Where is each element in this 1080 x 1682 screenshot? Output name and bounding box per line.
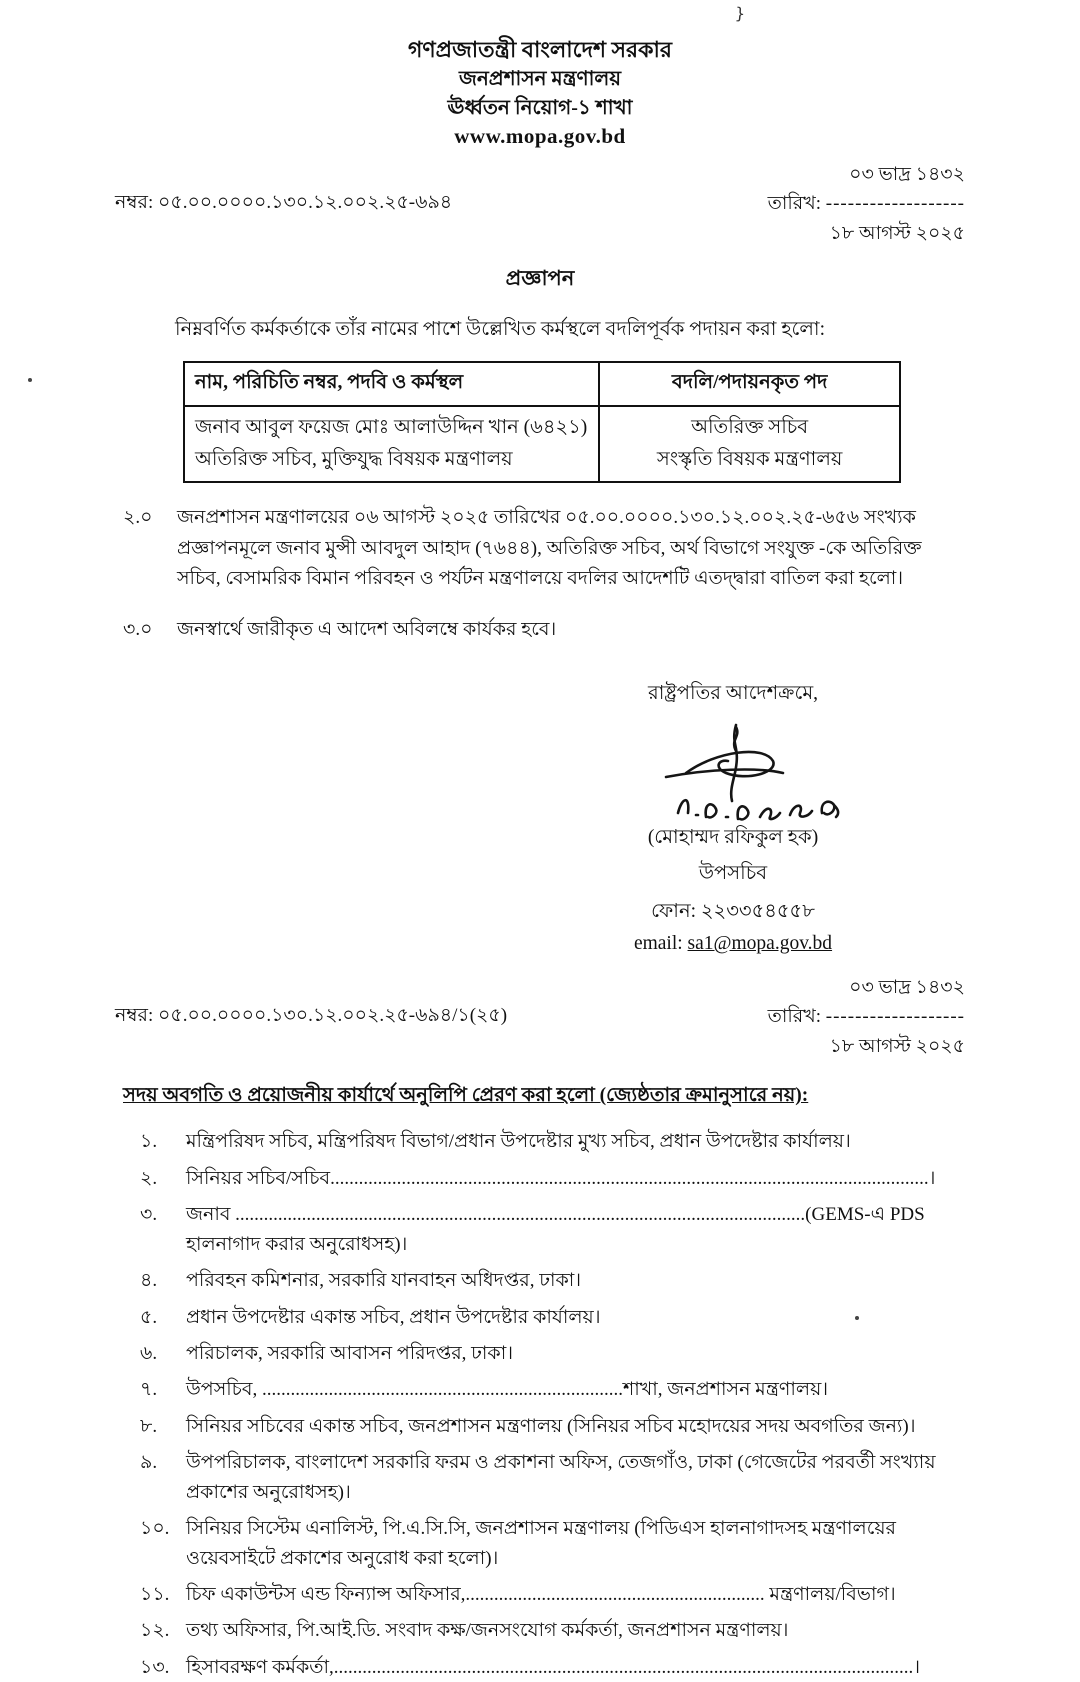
memo-number-label: নম্বর:	[115, 191, 154, 213]
list-item	[140, 1412, 965, 1441]
government-title: গণপ্রজাতন্ত্রী বাংলাদেশ সরকার	[407, 37, 673, 62]
date-column-1	[765, 160, 965, 248]
item-number: ১২.	[140, 1620, 170, 1642]
phone-number: ২২৩৩৫৪৫৫৮	[700, 901, 815, 923]
signatory-designation: উপসচিব	[698, 863, 768, 885]
date-label: তারিখ:	[767, 1006, 822, 1028]
scan-speck	[28, 378, 32, 382]
item-number: ২.	[140, 1167, 158, 1189]
list-item	[140, 1375, 965, 1404]
item-text: মন্ত্রিপরিষদ সচিব, মন্ত্রিপরিষদ বিভাগ/প্রধান উপদেষ্টার মুখ্য সচিব, প্রধান উপদেষ্টার কার্যালয়।	[186, 1131, 851, 1153]
list-item	[140, 1200, 965, 1259]
item-text: সিনিয়র সিস্টেম এনালিস্ট, পি.এ.সি.সি, জনপ্রশাসন মন্ত্রণালয় (পিডিএস হালনাগাদসহ মন্ত্রণালয়ের ওয়েবসাইটে প্রকাশের অনুরোধ করা হলো)।	[186, 1518, 896, 1569]
notification-title: প্রজ্ঞাপন	[505, 266, 575, 291]
item-text: চিফ একাউন্টস এন্ড ফিন্যান্স অফিসার,............................................................... মন্ত্রণালয়/বিভাগ।	[186, 1584, 896, 1606]
officer-current-post: অতিরিক্ত সচিব, মুক্তিযুদ্ধ বিষয়ক মন্ত্রণালয়	[195, 449, 513, 471]
email-label: email:	[633, 933, 683, 955]
signatory-email	[563, 933, 903, 955]
item-number: ৩.	[140, 1204, 158, 1226]
item-text: সিনিয়র সচিবের একান্ত সচিব, জনপ্রশাসন মন্ত্রণালয় (সিনিয়র সচিব মহোদয়ের সদয় অবগতির জন্য)।	[186, 1415, 916, 1437]
list-item	[140, 1127, 965, 1156]
paragraph-number: ২.০	[123, 507, 153, 529]
signature-block	[563, 679, 903, 955]
item-text: উপপরিচালক, বাংলাদেশ সরকারি ফরম ও প্রকাশনা অফিস, তেজগাঁও, ঢাকা (গেজেটের পরবর্তী সংখ্যায় প্রকাশের অনুরোধসহ)।	[186, 1452, 936, 1503]
distribution-heading: সদয় অবগতি ও প্রয়োজনীয় কার্যার্থে অনুলিপি প্রেরণ করা হলো (জ্যেষ্ঠতার ক্রমানুসারে নয়):	[123, 1085, 809, 1107]
paragraph-number: ৩.০	[123, 618, 153, 640]
item-number: ৯.	[140, 1452, 158, 1474]
item-number: ৮.	[140, 1415, 158, 1437]
distribution-list	[115, 1127, 965, 1682]
item-text: জনাব ........................................................................................................................(GEMS-এ PDS হালনাগাদ করার অনুরোধসহ)।	[186, 1204, 925, 1255]
paragraph-text: জনস্বার্থে জারীকৃত এ আদেশ অবিলম্বে কার্যকর হবে।	[177, 618, 557, 640]
list-item	[140, 1580, 965, 1609]
date-dashes: -------------------	[825, 193, 965, 215]
ministry-name: জনপ্রশাসন মন্ত্রণালয়	[458, 68, 622, 91]
date-column-2	[765, 973, 965, 1061]
table-row	[184, 406, 900, 482]
memo-number-1	[115, 188, 452, 220]
item-number: ১০.	[140, 1518, 170, 1540]
officer-name: জনাব আবুল ফয়েজ মোঃ আলাউদ্দিন খান (৬৪২১)	[195, 417, 588, 439]
item-text: সিনিয়র সচিব/সচিব..............................................................................................................................।	[186, 1167, 936, 1189]
signatory-phone	[563, 897, 903, 929]
list-item	[140, 1448, 965, 1507]
item-number: ১.	[140, 1131, 158, 1153]
officer-name-cell	[184, 406, 599, 482]
item-number: ৫.	[140, 1306, 158, 1328]
section-name: ঊর্ধ্বতন নিয়োগ-১ শাখা	[447, 96, 633, 119]
item-number: ৬.	[140, 1342, 158, 1364]
date-line	[765, 1002, 965, 1031]
new-post-ministry: সংস্কৃতি বিষয়ক মন্ত্রণালয়	[656, 449, 843, 471]
memo-number-label: নম্বর:	[115, 1005, 154, 1027]
signature-image	[608, 721, 858, 829]
memo-number-2	[115, 1001, 507, 1033]
intro-paragraph: নিম্নবর্ণিত কর্মকর্তাকে তাঁর নামের পাশে উল্লেখিত কর্মস্থলে বদলিপূর্বক পদায়ন করা হলো:	[175, 319, 825, 341]
website-url: www.mopa.gov.bd	[454, 124, 626, 149]
item-text: পরিবহন কমিশনার, সরকারি যানবাহন অধিদপ্তর, ঢাকা।	[186, 1270, 582, 1292]
reference-block-2	[115, 973, 965, 1061]
phone-label: ফোন:	[651, 901, 696, 923]
bengali-calendar-date: ০৩ ভাদ্র ১৪৩২	[849, 977, 965, 999]
item-text: প্রধান উপদেষ্টার একান্ত সচিব, প্রধান উপদেষ্টার কার্যালয়।	[186, 1306, 601, 1328]
item-number: ১১.	[140, 1584, 170, 1606]
column-header-post: বদলি/পদায়নকৃত পদ	[599, 362, 900, 406]
list-item	[140, 1616, 965, 1645]
paragraph-text: জনপ্রশাসন মন্ত্রণালয়ের ০৬ আগস্ট ২০২৫ তারিখের ০৫.০০.০০০০.১৩০.১২.০০২.২৫-৬৫৬ সংখ্যক প্রজ্ঞাপনমূলে জনাব মুন্সী আবদুল আহাদ (৭৬৪৪), অতিরিক্ত সচিব, অর্থ বিভাগে সংযুক্ত -কে অতিরিক্ত সচিব, বেসামরিক বিমান পরিবহন ও পর্যটন মন্ত্রণালয়ে বদলির আদেশটি এতদ্দ্বারা বাতিল করা হলো।	[177, 507, 922, 590]
item-text: তথ্য অফিসার, পি.আই.ডি. সংবাদ কক্ষ/জনসংযোগ কর্মকর্তা, জনপ্রশাসন মন্ত্রণালয়।	[186, 1620, 789, 1642]
list-item	[140, 1653, 965, 1682]
email-address: sa1@mopa.gov.bd	[687, 933, 833, 955]
memo-number-value: ০৫.০০.০০০০.১৩০.১২.০০২.২৫-৬৯৪	[158, 191, 453, 213]
transfer-order-table	[183, 361, 901, 483]
item-number: ৪.	[140, 1270, 158, 1292]
table-header-row	[184, 362, 900, 406]
paragraph-2	[123, 503, 965, 594]
item-number: ৭.	[140, 1379, 158, 1401]
signatory-name: (মোহাম্মদ রফিকুল হক)	[647, 827, 819, 849]
new-post-cell	[599, 406, 900, 482]
list-item	[140, 1514, 965, 1573]
list-item	[140, 1164, 965, 1193]
item-number: ১৩.	[140, 1656, 170, 1678]
letterhead	[115, 3, 965, 152]
list-item	[140, 1266, 965, 1295]
list-item	[140, 1339, 965, 1368]
reference-block-1	[115, 160, 965, 248]
item-text: উপসচিব, ............................................................................শাখা, জনপ্রশাসন মন্ত্রণালয়।	[186, 1379, 829, 1401]
bengali-calendar-date: ০৩ ভাদ্র ১৪৩২	[849, 163, 965, 185]
date-line	[765, 189, 965, 218]
gregorian-date: ১৮ আগস্ট ২০২৫	[829, 1035, 965, 1057]
by-order-text: রাষ্ট্রপতির আদেশক্রমে,	[647, 683, 819, 705]
gregorian-date: ১৮ আগস্ট ২০২৫	[829, 222, 965, 244]
date-label: তারিখ:	[767, 193, 822, 215]
date-dashes: -------------------	[825, 1006, 965, 1028]
column-header-name: নাম, পরিচিতি নম্বর, পদবি ও কর্মস্থল	[184, 362, 599, 406]
list-item	[140, 1303, 965, 1332]
handwritten-mark: }	[734, 3, 746, 24]
paragraph-3	[123, 615, 965, 645]
item-text: হিসাবরক্ষণ কর্মকর্তা,..........................................................................................................................।	[186, 1656, 921, 1678]
new-post-title: অতিরিক্ত সচিব	[691, 417, 809, 439]
item-text: পরিচালক, সরকারি আবাসন পরিদপ্তর, ঢাকা।	[186, 1342, 514, 1364]
scan-speck	[855, 1316, 859, 1320]
memo-number-value: ০৫.০০.০০০০.১৩০.১২.০০২.২৫-৬৯৪/১(২৫)	[158, 1005, 508, 1027]
